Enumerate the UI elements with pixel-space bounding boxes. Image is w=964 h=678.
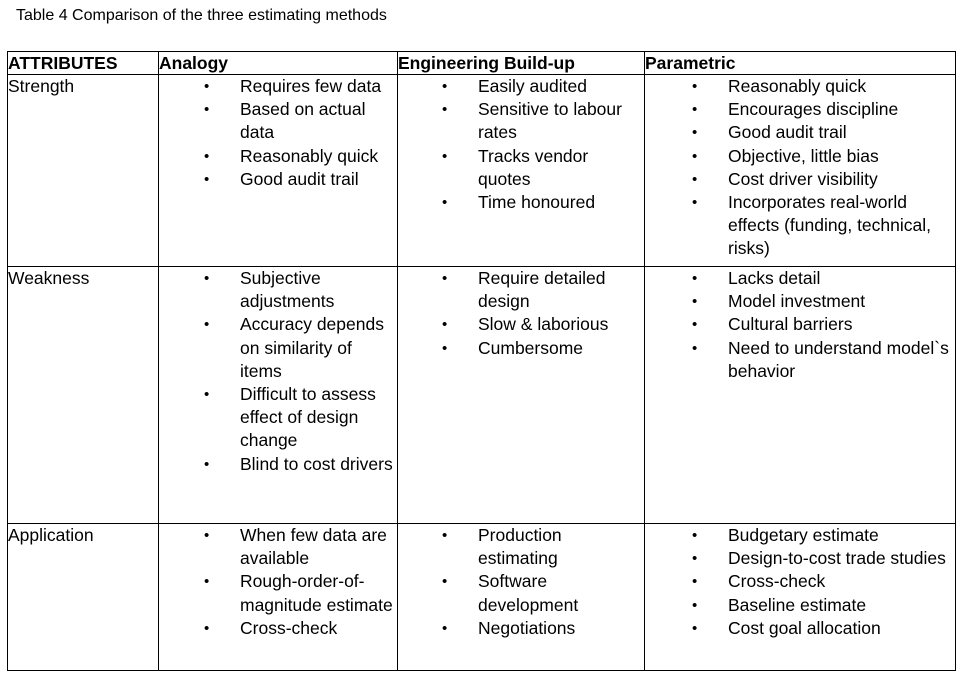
bullet-icon: • xyxy=(204,270,210,287)
list-item xyxy=(159,453,397,476)
list-item xyxy=(398,267,644,313)
attribute-cell: Strength xyxy=(8,75,159,267)
bullet-icon: • xyxy=(442,101,448,119)
analogy-list xyxy=(159,75,397,191)
list-item xyxy=(645,191,955,261)
bullet-icon: • xyxy=(204,170,210,188)
bullet-icon: • xyxy=(692,78,698,95)
attribute-cell: Weakness xyxy=(8,267,159,524)
bullet-icon: • xyxy=(692,527,698,544)
list-item-text: Require detailed design xyxy=(478,268,606,312)
bullet-icon: • xyxy=(692,124,698,142)
list-item-text: Blind to cost drivers xyxy=(240,453,393,474)
list-item xyxy=(645,570,955,593)
list-item-text: Software development xyxy=(478,571,579,615)
list-item xyxy=(398,313,644,336)
list-item xyxy=(159,570,397,616)
list-item xyxy=(645,547,955,570)
list-item xyxy=(159,524,397,570)
list-item xyxy=(398,191,644,214)
list-item-text: Incorporates real-world effects (funding, technical, risks) xyxy=(728,192,931,259)
list-item-text: Accuracy depends on similarity of items xyxy=(240,314,384,381)
list-item-text: Requires few data xyxy=(240,76,382,96)
engineering-cell xyxy=(398,75,645,267)
list-item xyxy=(645,168,955,191)
list-item xyxy=(159,617,397,640)
bullet-icon: • xyxy=(204,316,210,334)
bullet-icon: • xyxy=(692,270,698,287)
row-strength xyxy=(8,75,956,267)
bullet-icon: • xyxy=(692,619,698,637)
list-item-text: Time honoured xyxy=(478,192,596,213)
list-item-text: Objective, little bias xyxy=(728,145,879,166)
list-item xyxy=(645,337,955,383)
list-item xyxy=(159,145,397,168)
header-row xyxy=(8,52,956,75)
bullet-icon: • xyxy=(692,316,698,334)
bullet-icon: • xyxy=(692,147,698,165)
comparison-table xyxy=(7,51,956,671)
list-item-text: Baseline estimate xyxy=(728,594,867,615)
list-item-text: Lacks detail xyxy=(728,268,821,288)
analogy-list xyxy=(159,267,397,476)
list-item xyxy=(159,267,397,313)
header-parametric: Parametric xyxy=(645,52,956,75)
list-item-text: Easily audited xyxy=(478,76,587,96)
bullet-icon: • xyxy=(692,194,698,212)
header-attributes: ATTRIBUTES xyxy=(8,52,159,75)
bullet-icon: • xyxy=(442,147,448,165)
bullet-icon: • xyxy=(204,147,210,165)
engineering-list xyxy=(398,524,644,640)
bullet-icon: • xyxy=(442,339,448,357)
list-item-text: Cultural barriers xyxy=(728,314,853,335)
bullet-icon: • xyxy=(442,194,448,212)
bullet-icon: • xyxy=(692,339,698,357)
list-item-text: Good audit trail xyxy=(240,168,359,189)
list-item-text: Reasonably quick xyxy=(728,76,867,96)
list-item xyxy=(159,168,397,191)
list-item-text: Model investment xyxy=(728,291,866,312)
list-item xyxy=(645,617,955,640)
list-item-text: Slow & laborious xyxy=(478,314,609,335)
analogy-cell xyxy=(159,267,398,524)
parametric-list xyxy=(645,267,955,383)
analogy-cell xyxy=(159,75,398,267)
list-item-text: Cross-check xyxy=(240,617,338,638)
bullet-icon: • xyxy=(692,101,698,119)
engineering-cell xyxy=(398,267,645,524)
list-item xyxy=(645,524,955,547)
list-item xyxy=(645,145,955,168)
list-item-text: Rough-order-of-magnitude estimate xyxy=(240,571,393,615)
list-item-text: Production estimating xyxy=(478,525,562,569)
list-item-text: Cost goal allocation xyxy=(728,617,881,638)
header-analogy: Analogy xyxy=(159,52,398,75)
list-item-text: Good audit trail xyxy=(728,122,847,143)
bullet-icon: • xyxy=(442,573,448,591)
list-item-text: Encourages discipline xyxy=(728,99,899,120)
list-item xyxy=(159,313,397,383)
list-item xyxy=(159,98,397,144)
bullet-icon: • xyxy=(204,101,210,119)
bullet-icon: • xyxy=(442,78,448,95)
row-weakness xyxy=(8,267,956,524)
list-item xyxy=(645,267,955,290)
parametric-cell xyxy=(645,267,956,524)
list-item-text: Difficult to assess effect of design change xyxy=(240,384,376,451)
list-item xyxy=(398,145,644,191)
bullet-icon: • xyxy=(442,270,448,287)
list-item xyxy=(398,98,644,144)
attribute-cell: Application xyxy=(8,524,159,671)
list-item xyxy=(645,594,955,617)
list-item xyxy=(645,121,955,144)
list-item xyxy=(159,383,397,453)
bullet-icon: • xyxy=(692,293,698,311)
list-item-text: Reasonably quick xyxy=(240,145,379,166)
list-item-text: Subjective adjustments xyxy=(240,268,335,312)
list-item-text: Based on actual data xyxy=(240,99,366,143)
list-item-text: Cumbersome xyxy=(478,337,584,358)
header-engineering-build-up: Engineering Build-up xyxy=(398,52,645,75)
engineering-list xyxy=(398,267,644,360)
list-item-text: Cost driver visibility xyxy=(728,168,878,189)
list-item xyxy=(398,524,644,570)
table-caption: Table 4 Comparison of the three estimating methods xyxy=(16,7,387,24)
parametric-cell xyxy=(645,524,956,671)
bullet-icon: • xyxy=(204,78,210,95)
list-item-text: Cross-check xyxy=(728,571,826,592)
list-item-text: Tracks vendor quotes xyxy=(478,145,589,189)
bullet-icon: • xyxy=(692,596,698,614)
list-item-text: Need to understand model`s behavior xyxy=(728,337,949,381)
bullet-icon: • xyxy=(204,455,210,473)
bullet-icon: • xyxy=(204,527,210,544)
bullet-icon: • xyxy=(442,316,448,334)
bullet-icon: • xyxy=(692,170,698,188)
bullet-icon: • xyxy=(204,386,210,404)
list-item xyxy=(398,337,644,360)
list-item xyxy=(159,75,397,98)
list-item xyxy=(398,617,644,640)
bullet-icon: • xyxy=(442,619,448,637)
list-item-text: Budgetary estimate xyxy=(728,525,879,545)
engineering-list xyxy=(398,75,644,214)
engineering-cell xyxy=(398,524,645,671)
bullet-icon: • xyxy=(204,573,210,591)
bullet-icon: • xyxy=(442,527,448,544)
parametric-list xyxy=(645,75,955,261)
list-item-text: Negotiations xyxy=(478,617,576,638)
bullet-icon: • xyxy=(204,619,210,637)
bullet-icon: • xyxy=(692,573,698,591)
analogy-list xyxy=(159,524,397,640)
list-item-text: When few data are available xyxy=(240,525,387,569)
parametric-list xyxy=(645,524,955,640)
parametric-cell xyxy=(645,75,956,267)
analogy-cell xyxy=(159,524,398,671)
list-item xyxy=(398,570,644,616)
list-item xyxy=(645,75,955,98)
list-item-text: Design-to-cost trade studies xyxy=(728,548,946,569)
list-item xyxy=(645,313,955,336)
list-item xyxy=(645,98,955,121)
list-item-text: Sensitive to labour rates xyxy=(478,99,622,143)
list-item xyxy=(645,290,955,313)
bullet-icon: • xyxy=(692,550,698,568)
row-application xyxy=(8,524,956,671)
list-item xyxy=(398,75,644,98)
